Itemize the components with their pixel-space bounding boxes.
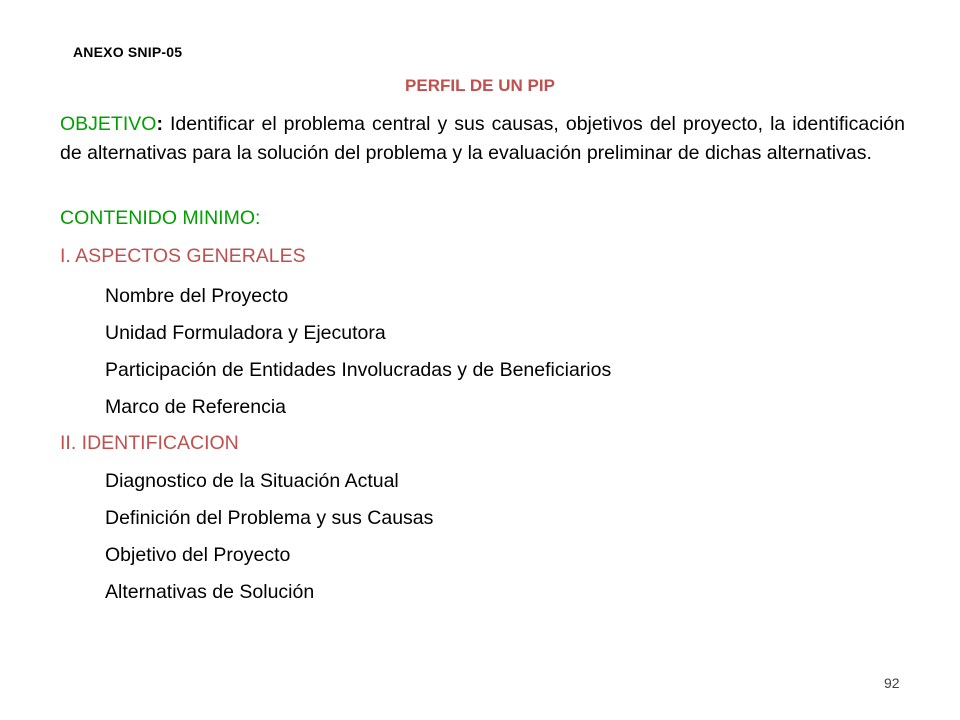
objective-text: Identificar el problema central y sus causas, objetivos del proyecto, la identificación de alternativas para la solución del problema y la evaluación preliminar de dichas alternativas. — [60, 113, 905, 164]
list-item: Nombre del Proyecto — [105, 285, 289, 307]
list-item: Alternativas de Solución — [105, 581, 315, 603]
annex-label: ANEXO SNIP-05 — [73, 44, 183, 60]
list-item: Marco de Referencia — [105, 396, 287, 418]
list-item: Unidad Formuladora y Ejecutora — [105, 322, 386, 344]
section-heading-identification: II. IDENTIFICACION — [60, 432, 239, 454]
list-item: Definición del Problema y sus Causas — [105, 507, 434, 529]
list-item: Participación de Entidades Involucradas y de Beneficiarios — [105, 359, 612, 381]
objective-colon: : — [156, 113, 163, 135]
list-item: Objetivo del Proyecto — [105, 544, 291, 566]
section-heading-general: I. ASPECTOS GENERALES — [60, 245, 306, 267]
page-number: 92 — [884, 675, 900, 691]
page-title: PERFIL DE UN PIP — [405, 76, 555, 95]
content-heading: CONTENIDO MINIMO: — [60, 207, 261, 229]
objective-keyword: OBJETIVO — [60, 113, 157, 135]
objective-paragraph — [60, 110, 905, 168]
list-item: Diagnostico de la Situación Actual — [105, 470, 399, 492]
